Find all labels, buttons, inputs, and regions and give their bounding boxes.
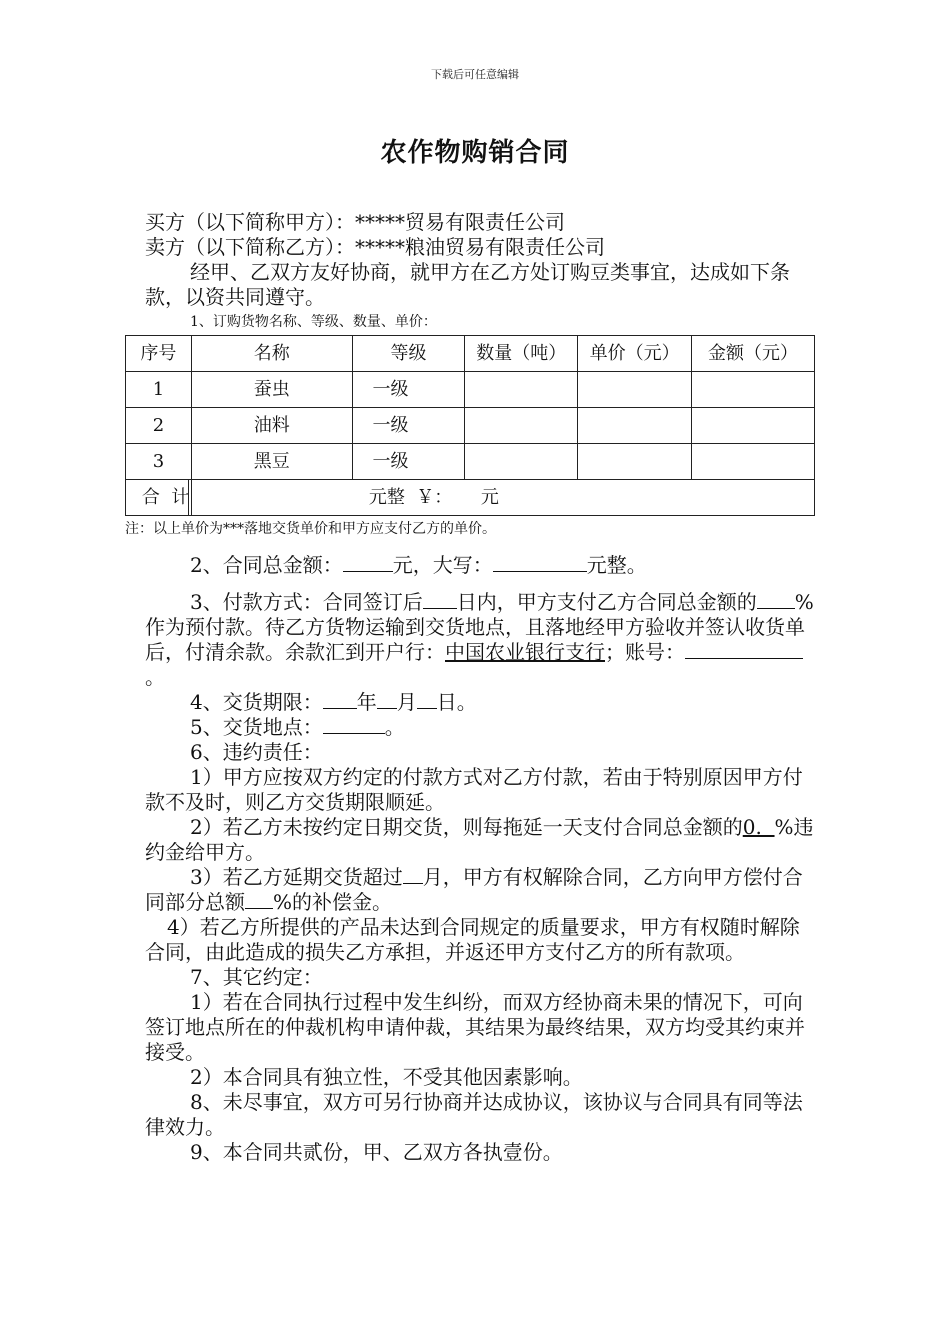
header-no: 序号 bbox=[126, 336, 192, 372]
cell-grade: 一级 bbox=[352, 408, 465, 444]
clause-2: 2、合同总金额： 元，大写： 元整。 bbox=[190, 553, 647, 577]
clause-7-2: 2）本合同具有独立性，不受其他因素影响。 bbox=[190, 1065, 583, 1089]
cell-qty bbox=[465, 408, 578, 444]
header-amount: 金额（元） bbox=[692, 336, 815, 372]
goods-table bbox=[125, 335, 815, 516]
table-total-row bbox=[126, 480, 815, 516]
clause-6-1: 1）甲方应按双方约定的付款方式对乙方付款，若由于特别原因甲方付款不及时，则乙方交货期限顺延。 bbox=[145, 765, 803, 814]
clause-6-3: 3）若乙方延期交货超过 月，甲方有权解除合同，乙方向甲方偿付合同部分总额 %的补偿金。 bbox=[145, 865, 803, 914]
cell-grade: 一级 bbox=[352, 444, 465, 480]
bank-name: 中国农业银行支行 bbox=[445, 640, 605, 664]
header-note: 下载后可任意编辑 bbox=[431, 68, 519, 81]
total-label: 合 计 bbox=[141, 486, 190, 508]
table-row bbox=[126, 408, 815, 444]
cell-name: 蚕虫 bbox=[191, 372, 352, 408]
cell-no: 2 bbox=[126, 408, 192, 444]
header-price: 单价（元） bbox=[578, 336, 692, 372]
clause-6-2: 2）若乙方未按约定日期交货，则每拖延一天支付合同总金额的0. %违约金给甲方。 bbox=[145, 815, 814, 864]
clause-7-1: 1）若在合同执行过程中发生纠纷，而双方经协商未果的情况下，可向签订地点所在的仲裁机构申请仲裁，其结果为最终结果，双方均受其约束并接受。 bbox=[145, 990, 805, 1064]
cell-grade: 一级 bbox=[352, 372, 465, 408]
cell-amount bbox=[692, 408, 815, 444]
document-title: 农作物购销合同 bbox=[380, 138, 570, 168]
clause-6-4: 4）若乙方所提供的产品未达到合同规定的质量要求，甲方有权随时解除合同，由此造成的损失乙方承担，并返还甲方支付乙方的所有款项。 bbox=[145, 915, 800, 964]
table-header-row bbox=[126, 336, 815, 372]
clause-8: 8、未尽事宜，双方可另行协商并达成协议，该协议与合同具有同等法律效力。 bbox=[145, 1090, 803, 1139]
table-note: 注：以上单价为***落地交货单价和甲方应支付乙方的单价。 bbox=[125, 521, 496, 537]
clause-3: 3、付款方式：合同签订后 日内，甲方支付乙方合同总金额的 %作为预付款。待乙方货物运输到交货地点，且落地经甲方验收并签认收货单后，付清余款。余款汇到开户行：中国农业银行支行；账号：。 bbox=[145, 590, 814, 689]
section1-heading: 1、订购货物名称、等级、数量、单价： bbox=[190, 314, 437, 330]
cell-amount bbox=[692, 444, 815, 480]
header-name: 名称 bbox=[191, 336, 352, 372]
cell-no: 3 bbox=[126, 444, 192, 480]
cell-qty bbox=[465, 372, 578, 408]
contract-body bbox=[125, 210, 815, 1165]
cell-qty bbox=[465, 444, 578, 480]
table-row bbox=[126, 444, 815, 480]
intro-paragraph: 经甲、乙双方友好协商，就甲方在乙方处订购豆类事宜，达成如下条款，以资共同遵守。 bbox=[145, 260, 790, 309]
clause-7: 7、其它约定： bbox=[190, 965, 323, 989]
cell-no: 1 bbox=[126, 372, 192, 408]
seller-line: 卖方（以下简称乙方）：*****粮油贸易有限责任公司 bbox=[145, 235, 605, 259]
cell-price bbox=[578, 408, 692, 444]
header-qty: 数量（吨） bbox=[465, 336, 578, 372]
cell-price bbox=[578, 372, 692, 408]
clause-9: 9、本合同共贰份，甲、乙双方各执壹份。 bbox=[190, 1140, 563, 1164]
cell-name: 黑豆 bbox=[191, 444, 352, 480]
buyer-line: 买方（以下简称甲方）：*****贸易有限责任公司 bbox=[145, 210, 565, 234]
total-value: 元整 ￥： 元 bbox=[368, 486, 499, 508]
header-grade: 等级 bbox=[352, 336, 465, 372]
cell-name: 油料 bbox=[191, 408, 352, 444]
cell-amount bbox=[692, 372, 815, 408]
clause-4: 4、交货期限： 年 月 日。 bbox=[190, 690, 477, 714]
clause-6: 6、违约责任： bbox=[190, 740, 323, 764]
clause-5: 5、交货地点： 。 bbox=[190, 715, 405, 739]
table-row bbox=[126, 372, 815, 408]
cell-price bbox=[578, 444, 692, 480]
